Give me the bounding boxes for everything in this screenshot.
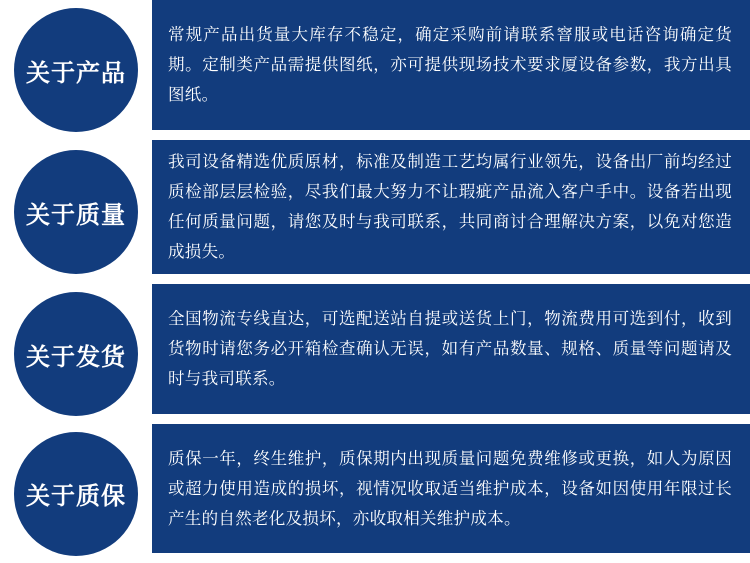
section-about-warranty xyxy=(0,424,750,563)
panel-text-about-product: 常规产品出货量大库存不稳定，确定采购前请联系窨服或电话咨询确定货期。定制类产品需提供图纸，亦可提供现场技术要求厦设备参数，我方出具图纸。 xyxy=(168,26,732,104)
badge-wrap-shipping xyxy=(0,284,152,424)
panel-about-product xyxy=(152,0,750,130)
section-about-product xyxy=(0,0,750,140)
section-about-quality xyxy=(0,140,750,284)
panel-about-quality xyxy=(152,140,750,274)
badge-wrap-quality xyxy=(0,140,152,284)
badge-about-shipping: 关于发货 xyxy=(14,292,138,416)
panel-text-about-quality: 我司设备精选优质原材，标准及制造工艺均属行业领先，设备出厂前均经过质检部层层检验，尽我们最大努力不让瑕疵产品流入客户手中。设备若出现任何质量问题，请您及时与我司联系，共同商讨合理解决方案，以免对您造成损失。 xyxy=(168,153,732,261)
badge-wrap-warranty xyxy=(0,424,152,563)
panel-about-shipping xyxy=(152,284,750,414)
panel-text-about-shipping: 全国物流专线直达，可选配送站自提或送货上门，物流费用可选到付，收到货物时请您务必开箱检查确认无误，如有产品数量、规格、质量等问题请及时与我司联系。 xyxy=(168,310,732,388)
section-about-shipping xyxy=(0,284,750,424)
badge-about-quality: 关于质量 xyxy=(14,150,138,274)
badge-wrap-product xyxy=(0,0,152,140)
badge-about-warranty: 关于质保 xyxy=(14,432,138,556)
panel-text-about-warranty: 质保一年，终生维护，质保期内出现质量问题免费维修或更换，如人为原因或超力使用造成的损坏，视情况收取适当维护成本，设备如因使用年限过长产生的自然老化及损坏，亦收取相关维护成本。 xyxy=(168,449,732,528)
panel-about-warranty xyxy=(152,424,750,553)
badge-about-product: 关于产品 xyxy=(14,8,138,132)
